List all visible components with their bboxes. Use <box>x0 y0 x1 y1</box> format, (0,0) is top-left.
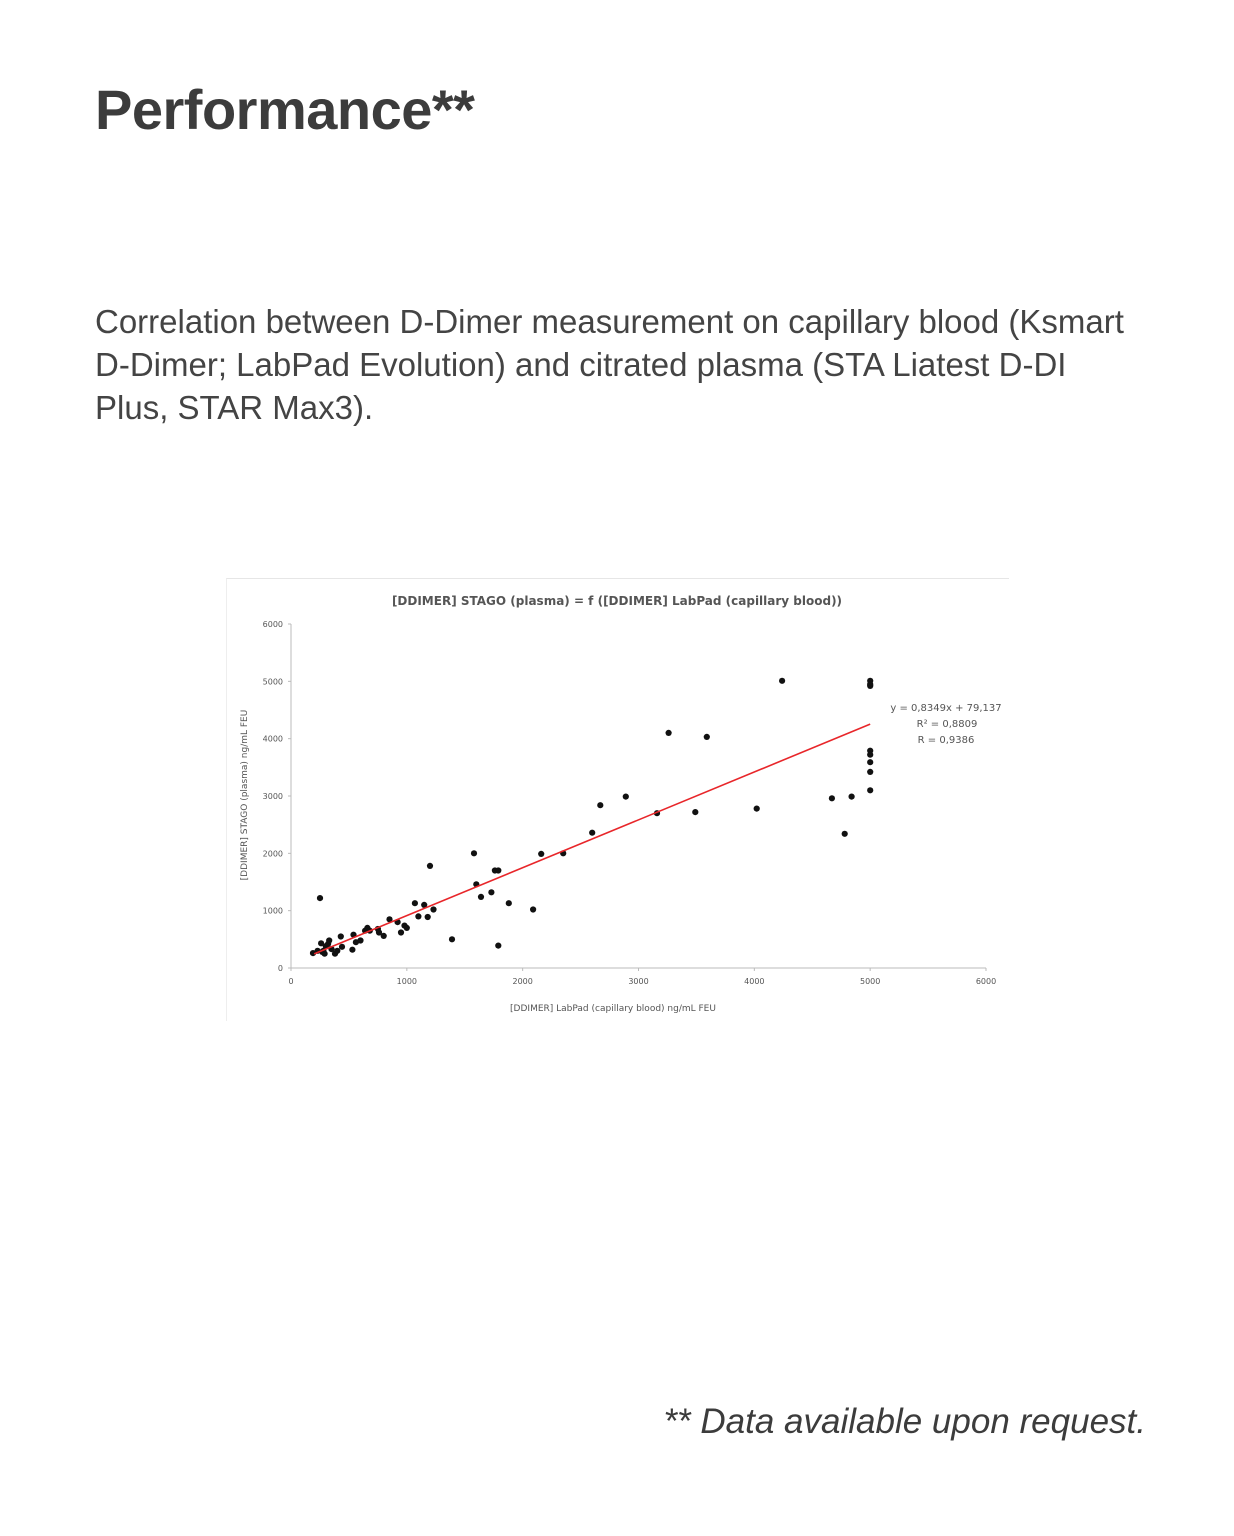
x-tick-label: 4000 <box>744 977 765 986</box>
y-tick-label: 3000 <box>262 792 283 801</box>
chart-title: [DDIMER] STAGO (plasma) = f ([DDIMER] LabPad (capillary blood)) <box>391 594 843 608</box>
data-point <box>867 769 873 775</box>
data-point <box>495 867 501 873</box>
data-point <box>538 851 544 857</box>
data-point <box>597 802 603 808</box>
y-axis-ticks <box>263 620 291 973</box>
data-point <box>425 914 431 920</box>
data-point <box>412 900 418 906</box>
data-points <box>310 678 873 957</box>
data-point <box>779 678 785 684</box>
x-tick-label: 3000 <box>628 977 649 986</box>
r-label: R = 0,9386 <box>917 735 975 746</box>
page-description: Correlation between D-Dimer measurement on capillary blood (Ksmart D-Dimer; LabPad Evolution) and citrated plasma (STA Liatest D-DI Plus, STAR Max3). <box>95 303 1124 426</box>
data-point <box>506 900 512 906</box>
x-axis-title: [DDIMER] LabPad (capillary blood) ng/mL FEU <box>510 1004 716 1014</box>
y-tick-label: 1000 <box>262 906 283 916</box>
data-point <box>381 933 387 939</box>
y-tick-label: 2000 <box>262 849 283 859</box>
data-point <box>317 895 323 901</box>
data-point <box>339 944 345 950</box>
y-axis-title: [DDIMER] STAGO (plasma) ng/mL FEU <box>240 709 250 881</box>
trendline-equation-label: y = 0,8349x + 79,137 <box>890 703 1002 714</box>
x-tick-label: 1000 <box>396 977 418 986</box>
scatter-plot <box>227 579 1009 1021</box>
data-point <box>754 806 760 812</box>
data-point <box>867 681 873 687</box>
x-tick-label: 2000 <box>512 977 533 986</box>
data-point <box>867 752 873 758</box>
data-point <box>427 863 433 869</box>
data-point <box>449 936 455 942</box>
data-point <box>415 913 421 919</box>
data-point <box>430 906 436 912</box>
data-point <box>488 889 494 895</box>
data-point <box>829 795 835 801</box>
data-point <box>666 730 672 736</box>
x-axis-ticks <box>288 968 996 986</box>
data-point <box>589 830 595 836</box>
data-point <box>471 850 477 856</box>
data-point <box>842 831 848 837</box>
y-tick-label: 0 <box>277 964 283 973</box>
data-point <box>322 951 328 957</box>
data-point <box>704 734 710 740</box>
data-point <box>334 948 340 954</box>
data-point <box>623 794 629 800</box>
data-point <box>398 929 404 935</box>
axes <box>291 624 986 968</box>
data-point <box>338 933 344 939</box>
y-tick-label: 6000 <box>262 620 283 629</box>
r-squared-label: R² = 0,8809 <box>916 719 978 730</box>
y-tick-label: 4000 <box>262 734 283 744</box>
x-tick-label: 6000 <box>975 977 997 986</box>
correlation-chart <box>226 578 1009 1021</box>
data-point <box>867 759 873 765</box>
x-tick-label: 0 <box>288 977 294 986</box>
page-title: Performance** <box>95 78 475 141</box>
data-point <box>357 937 363 943</box>
data-point <box>495 943 501 949</box>
data-point <box>530 906 536 912</box>
footnote: ** Data available upon request. <box>663 1402 1146 1441</box>
data-point <box>404 925 410 931</box>
trendline-equation <box>890 703 1001 746</box>
data-point <box>478 894 484 900</box>
y-tick-label: 5000 <box>262 677 283 687</box>
trendline <box>314 724 870 954</box>
x-tick-label: 5000 <box>859 977 881 986</box>
data-point <box>849 794 855 800</box>
data-point <box>692 809 698 815</box>
data-point <box>326 937 332 943</box>
data-point <box>867 787 873 793</box>
data-point <box>349 947 355 953</box>
